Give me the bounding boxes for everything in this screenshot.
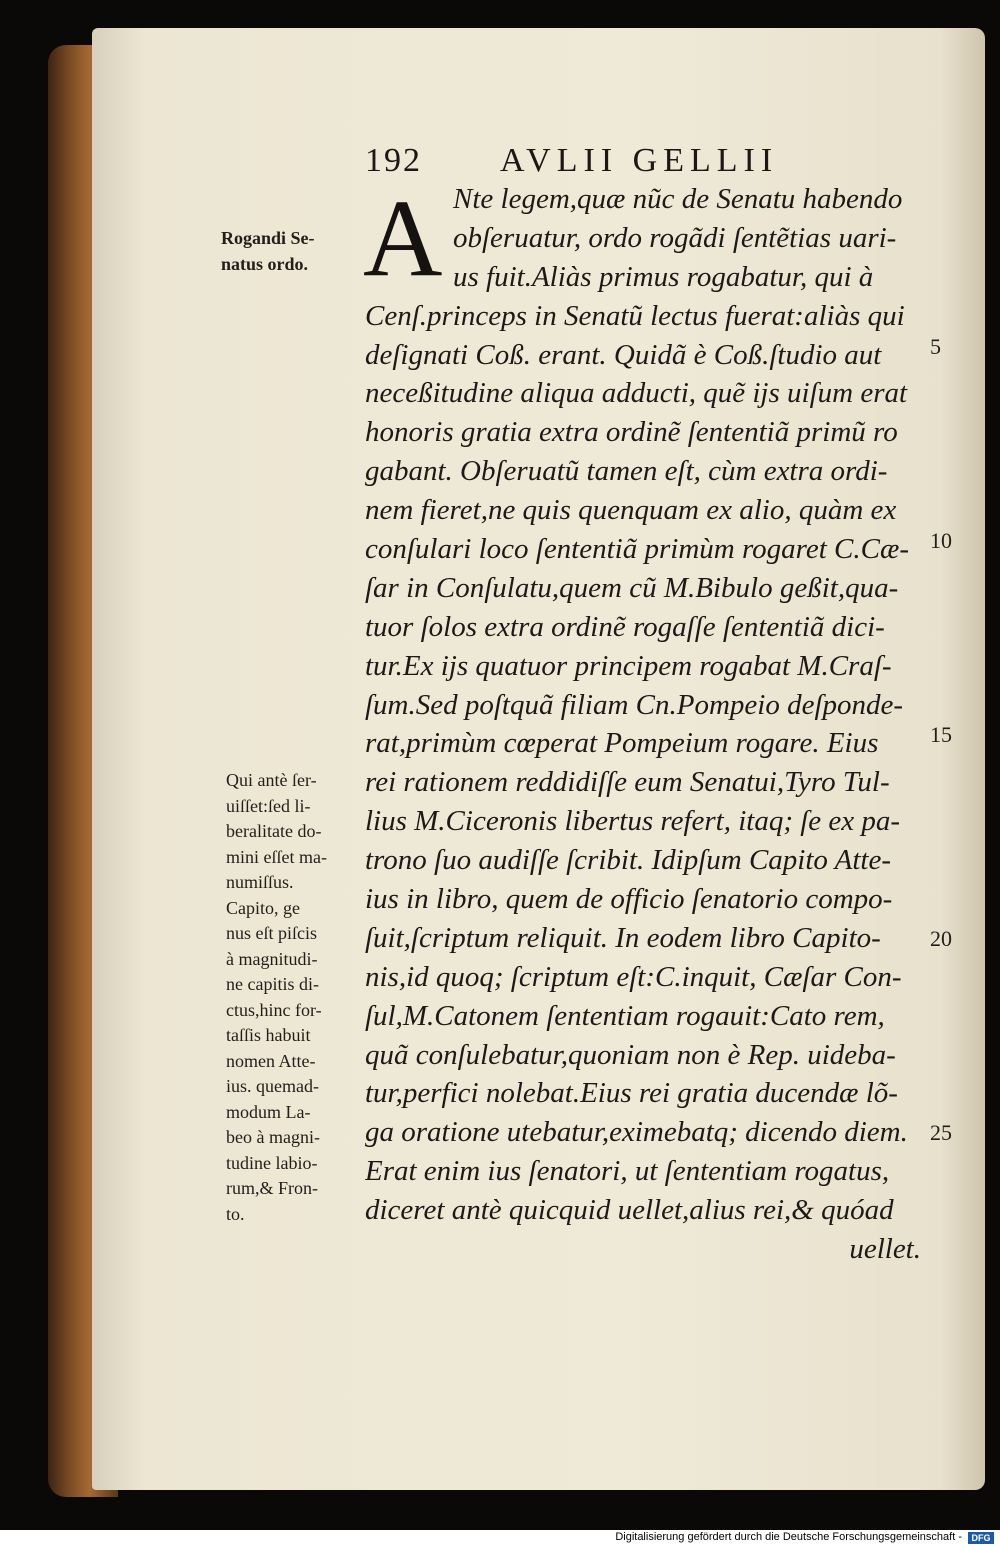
text-line: Nte legem,quæ nũc de Senatu habendo xyxy=(453,183,903,215)
marginal-note-line: ius. quemad- xyxy=(226,1076,319,1096)
line-number: 20 xyxy=(930,926,952,951)
text-line: obſeruatur, ordo rogãdi ſentẽtias uari- xyxy=(453,221,897,254)
text-line: rat,primùm cœperat Pompeium rogare. Eius xyxy=(365,727,879,760)
marginal-note-line: Rogandi Se- xyxy=(221,228,315,248)
running-title: AVLII GELLII xyxy=(500,142,779,179)
marginal-note-line: ne capitis di- xyxy=(226,974,319,994)
text-line: nis,id quoq; ſcriptum eſt:C.inquit, Cæſar Con- xyxy=(365,960,902,993)
marginal-note-line: nomen Atte- xyxy=(226,1050,316,1071)
text-line: uellet. xyxy=(849,1233,921,1266)
text-line: nem fieret,ne quis quenquam ex alio, quàm ex xyxy=(365,494,897,527)
text-line: tur,perfici nolebat.Eius rei gratia ducendæ lõ- xyxy=(365,1077,898,1110)
text-line: honoris gratia extra ordinẽ ſententiã primũ ro xyxy=(365,416,898,449)
text-line: ſum.Sed poſtquã filiam Cn.Pompeio deſponde- xyxy=(365,688,904,721)
text-line: us fuit.Aliàs primus rogabatur, qui à xyxy=(453,260,874,293)
text-line: rei rationem reddidiſſe eum Senatui,Tyro Tul- xyxy=(365,766,890,799)
dfg-logo-icon: DFG xyxy=(968,1532,994,1544)
line-number: 5 xyxy=(930,334,941,359)
marginal-note-line: Capito, ge xyxy=(226,897,300,918)
marginal-note-line: taſſis habuit xyxy=(226,1025,311,1045)
text-line: Cenſ.princeps in Senatũ lectus fuerat:aliàs qui xyxy=(365,299,905,332)
line-number: 25 xyxy=(930,1120,952,1145)
line-number: 15 xyxy=(930,722,952,747)
text-line: deſignati Coß. erant. Quidã è Coß.ſtudio aut xyxy=(365,338,882,371)
marginal-note-line: beo à magni- xyxy=(226,1127,320,1147)
text-line: quã conſulebatur,quoniam non è Rep. uideba- xyxy=(365,1038,896,1071)
text-line: Erat enim ius ſenatori, ut ſententiam rogatus, xyxy=(365,1155,890,1188)
text-line: tuor ſolos extra ordinẽ rogaſſe ſententiã dici- xyxy=(365,610,885,643)
page-number: 192 xyxy=(365,142,422,179)
marginal-note-line: mini eſſet ma- xyxy=(226,846,327,867)
text-line: neceßitudine aliqua adducti, quẽ ijs uiſum erat xyxy=(365,377,908,410)
marginal-note-line: ctus,hinc for- xyxy=(226,999,322,1020)
marginal-note-line: rum,& Fron- xyxy=(226,1178,318,1198)
marginal-note-line: numiſſus. xyxy=(226,872,294,892)
main-text xyxy=(363,177,921,1269)
marginal-note-line: to. xyxy=(226,1203,245,1224)
text-line: trono ſuo audiſſe ſcribit. Idipſum Capito Atte- xyxy=(365,844,892,877)
footer-bar xyxy=(0,1530,1000,1547)
text-line: tur.Ex ijs quatuor principem rogabat M.Craſ- xyxy=(365,649,892,682)
text-line: conſulari loco ſententiã primùm rogaret C.Cæ- xyxy=(365,533,909,566)
marginal-note-line: tudine labio- xyxy=(226,1152,318,1173)
text-line: ſuit,ſcriptum reliquit. In eodem libro Capito- xyxy=(365,921,881,954)
text-line: ſar in Conſulatu,quem cũ M.Bibulo geßit,qua- xyxy=(365,571,899,604)
text-line: ſul,M.Catonem ſententiam rogauit:Cato rem, xyxy=(365,999,885,1032)
funding-credit: Digitalisierung gefördert durch die Deutsche Forschungsgemeinschaft - xyxy=(615,1531,962,1543)
text-line: ga oratione utebatur,eximebatq; dicendo diem. xyxy=(365,1116,908,1149)
marginal-note-line: Qui antè ſer- xyxy=(226,770,317,790)
text-line: diceret antè quicquid uellet,alius rei,& quóad xyxy=(365,1194,894,1227)
marginal-note-rogandi xyxy=(221,226,315,277)
text-line: ius in libro, quem de officio ſenatorio compo- xyxy=(365,883,893,916)
marginal-note-line: uiſſet:ſed li- xyxy=(226,795,311,816)
marginal-note-line: à magnitudi- xyxy=(226,948,318,969)
marginal-note-capito xyxy=(226,768,327,1227)
marginal-note-line: nus eſt piſcis xyxy=(226,923,317,943)
drop-cap: A xyxy=(363,177,443,299)
line-number: 10 xyxy=(930,528,952,553)
text-line: gabant. Obſeruatũ tamen eſt, cùm extra ordi- xyxy=(365,455,888,488)
marginal-note-line: modum La- xyxy=(226,1101,311,1122)
text-line: lius M.Ciceronis libertus refert, itaq; ſe ex pa- xyxy=(365,805,901,838)
marginal-note-line: natus ordo. xyxy=(221,253,309,274)
marginal-note-line: beralitate do- xyxy=(226,821,322,841)
